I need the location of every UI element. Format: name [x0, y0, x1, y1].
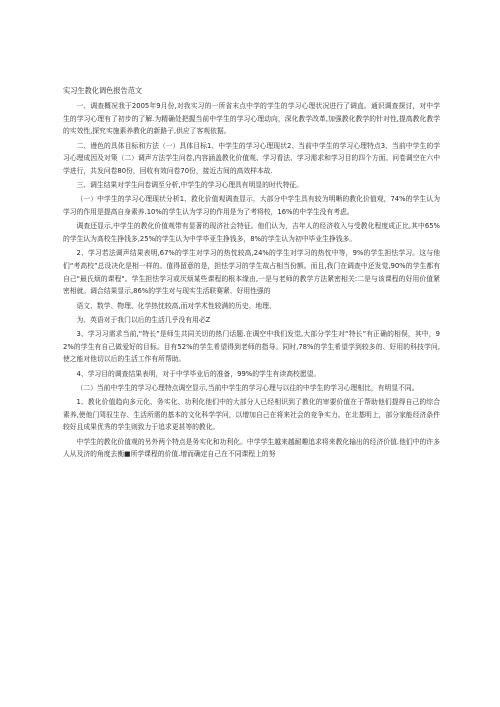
paragraph-purpose: 4、学习目的调查结果表明，对于中学毕业后的准备，99%的学生有读高校愿望。: [76, 369, 321, 378]
paragraph-survey-overview: 一、调查概况我于2005年9月份,对我实习的一所省末点中学的学生的学习心理状况进行了调直。通识调查探讨，对中学生的学习心理有了初步的了解.为精确处把握当前中学生的学习心理动向，深化教学改革,加强教化教学的针对性,提高教化教学的实效性,探究实施素养教化的新路子,供应了客观依据。: [63, 102, 440, 136]
paragraph-characteristics: （二）当前中学生的学习心理特点调空显示,当前中学生的学习心理与以往的中学生的学习心理相比，有明显不同。: [76, 383, 419, 392]
paragraph-needs: 3、学习习需求当前,“特长”是师生共同关切的热门话题.在调空中我们发觉,大部分学生对“特长”有正确的相俣，其中，92%的学生有自己做爱好的目标。目有52%的学生希望得到老师的指导。同时,78%的学生希望学到较多的、好用的科技学问,使之能对他切以后的生活工作有所帮助。: [63, 329, 440, 364]
paragraph-values: （一）中学生的学习心理现状分析1、救化价值观调查显示，大部分中学生具有较为明晰的教化价值观，74%的学生认为学习的作用是提高自身素养.10%的学生认为学习的作用是为了考将校，16%的中学生没有考虑。: [63, 195, 440, 217]
document-title: 实习生教化调色报告范文: [63, 86, 143, 95]
paragraph-subjects: 语文、数学、物理、化学热忱较高,而对学术性较满的历史、地理、: [76, 301, 276, 310]
paragraph-english: 为、英语对于我门以后的生活几乎没有用必Z: [76, 315, 211, 324]
paragraph-diversification: 1、教化价值趋向多元化、务实化、功利化他们中的大部分人已经相识到了教化的审要价值在于帮助他们提得自己的综合素养,使他门驾驭生存、生活所需的基本的文化科学学问，以增加自己在将来社会的竞争实力。在北基明上，部分家能经济条件较好且成果优秀的学生则致力于追求更甚等的教化。: [63, 397, 440, 432]
paragraph-economic: 调查还显示,中学生的教化价值观带有显著的现济社会特征。他们认为，吉年人的经济收入与受教化程度成正比,其中65%的学生认为高校生挣钱多,25%的学生认为中学毕亚生挣钱多，8%的学生认为初中毕业生挣钱多。: [63, 222, 440, 244]
paragraph-attitude: 2、学习若法调声结果表明,67%的学生对学习的热忱较高,24%的学生对学习的热忱中等，9%的学生担怯学习。这与他们“考高校”总设决化是相一样的。值得留意的是，担怯学习的学生故占相当份额。而且,我门在调查中还发觉,90%的学生都有自己"最氏烦的课程"。学生担怯学习或厌烦某些课程的根本缘由,一是与老师的教学方法紧密相关:二是与该课程的好用价值紧密相就。调合结果显示,86%的学生对与现实生活联赛紧、好用性强的: [63, 249, 440, 296]
paragraph-pragmatism: 中学生的教化价值观的另外两个特点是务实化和功利化。中学学生越来越耐趣追求将来教化输出的经济价值.他们中的许多人从及济的角度去衡■所学课程的价值.增而确定自己在不同课程上的努: [63, 437, 440, 459]
paragraph-results-intro: 三、调生结果对学生问卷调至分析,中学生的学习心理具有明显的时代特征。: [76, 181, 303, 190]
document-body: [63, 100, 440, 462]
paragraph-goals-methods: 二、谩色的具体目标和方法（一）具体目标1、中学生的学习心理现状2、当前中学生的学习心理特点3、当前中学生的学习心理成因及对策（二）调声方法学生问卷,内容涵盖教化价值观、学习看法、学习需求和学习目的四个方面。问卷调空在六中学进行，共发问卷80份，回收有效问卷70份，接近古间的高效样本故.: [63, 141, 440, 176]
